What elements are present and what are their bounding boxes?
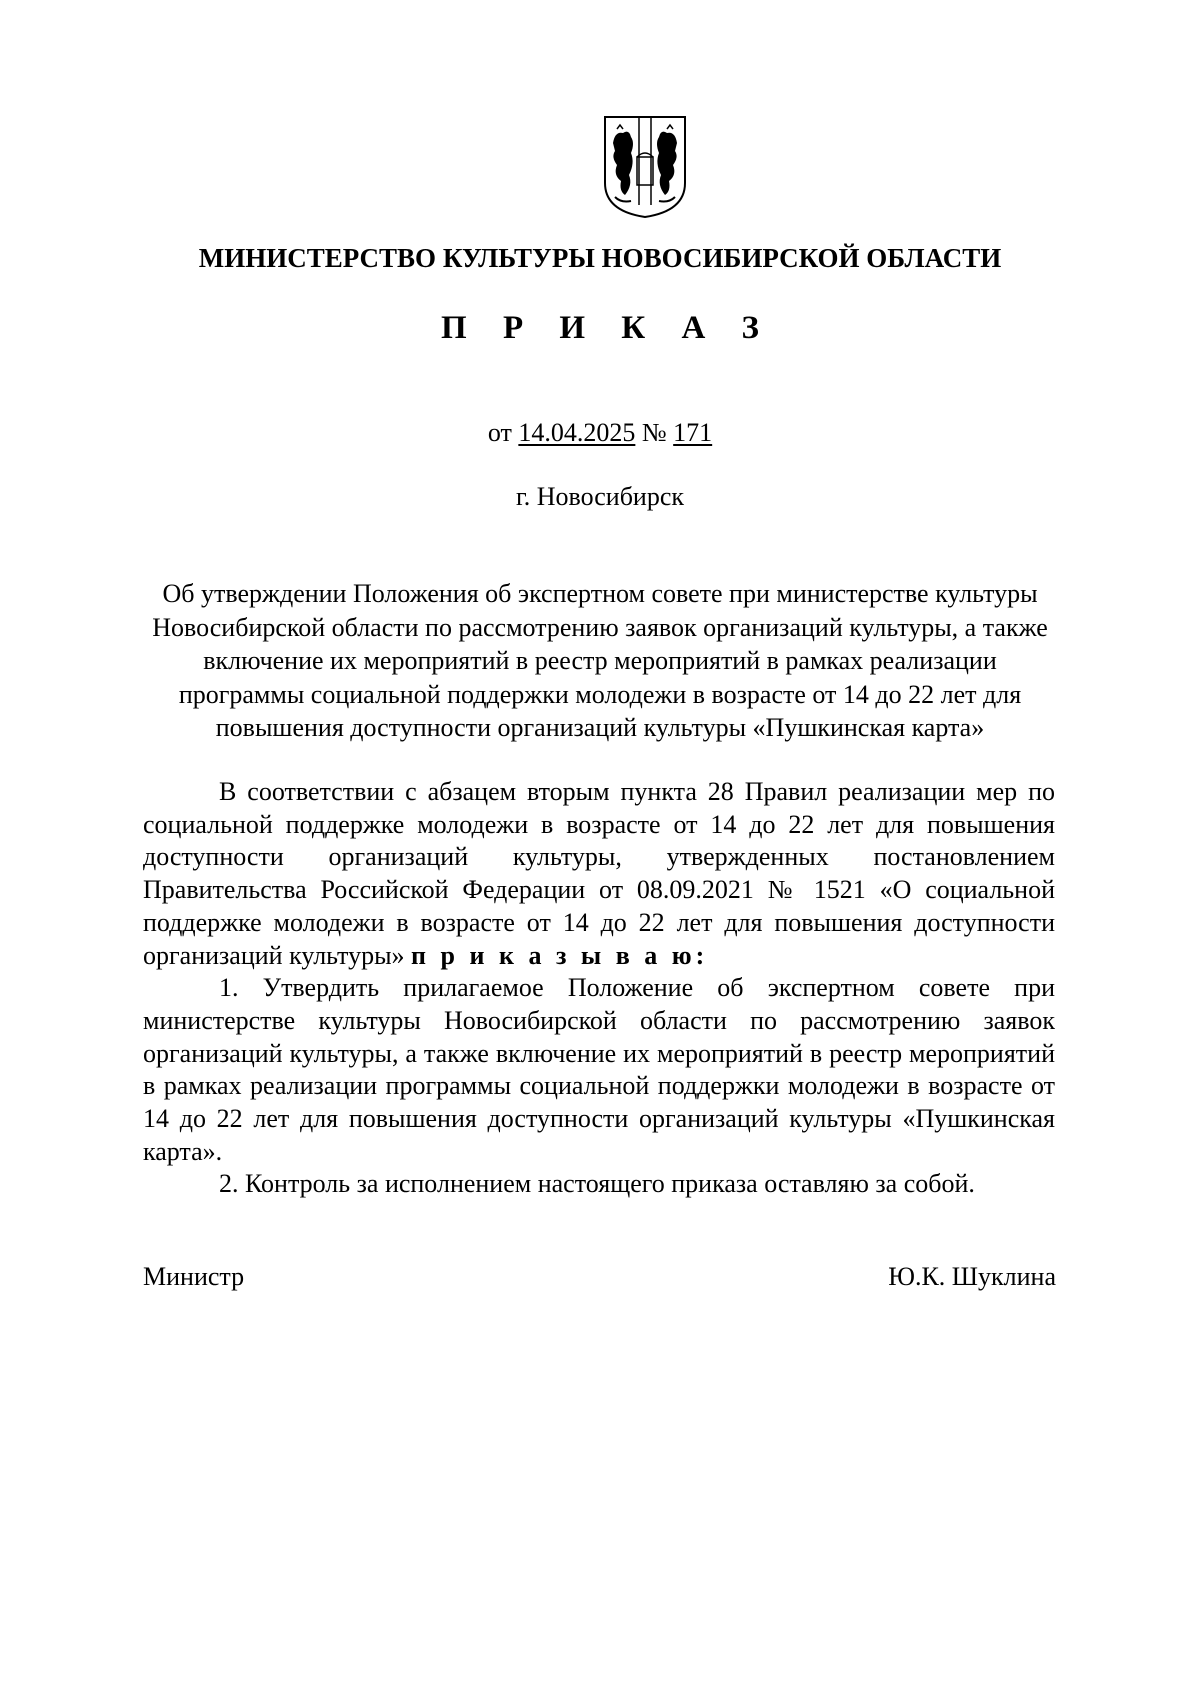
order-item-2: 2. Контроль за исполнением настоящего приказа оставляю за собой. xyxy=(219,1169,975,1199)
ministry-name: МИНИСТЕРСТВО КУЛЬТУРЫ НОВОСИБИРСКОЙ ОБЛАСТИ xyxy=(198,243,1002,273)
subject-line: Новосибирской области по рассмотрению заявок организаций культуры, а также xyxy=(152,612,1048,642)
order-body xyxy=(143,776,1055,1201)
signatory-position: Министр xyxy=(143,1262,245,1291)
order-subject xyxy=(140,577,1060,745)
order-date: 14.04.2025 xyxy=(518,418,636,447)
subject-line: повышения доступности организаций культуры «Пушкинская карта» xyxy=(215,713,985,742)
date-prefix: от xyxy=(487,418,512,447)
document-type-title: П Р И К А З xyxy=(441,310,773,346)
coat-of-arms-novosibirsk-icon xyxy=(601,113,689,221)
subject-line: включение их мероприятий в реестр мероприятий в рамках реализации xyxy=(203,646,997,675)
subject-line: Об утверждении Положения об экспертном совете при министерстве культуры xyxy=(162,579,1038,608)
number-sign: № xyxy=(641,418,667,447)
date-number-line xyxy=(0,418,1200,448)
preamble-text: В соответствии с абзацем вторым пункта 28 Правил реализации мер по социальной поддержке молодежи в возрасте от 14 до 22 лет для повышения доступности организаций культуры, утвержденных постановлением Правительства Российской Федерации от 08.09.2021 № 1521 «О социальной поддержке молодежи в возрасте от 14 до 22 лет для повышения доступности организаций культуры» xyxy=(143,777,1055,970)
order-number: 171 xyxy=(673,418,713,447)
order-word: п р и к а з ы в а ю: xyxy=(411,940,709,970)
order-item-1: 1. Утвердить прилагаемое Положение об экспертном совете при министерстве культуры Новосибирской области по рассмотрению заявок организаций культуры, а также включение их мероприятий в реестр мероприятий в рамках реализации программы социальной поддержки молодежи в возрасте от 14 до 22 лет для повышения доступности организаций культуры «Пушкинская карта». xyxy=(143,973,1055,1166)
signatory-name: Ю.К. Шуклина xyxy=(888,1262,1056,1291)
subject-line: программы социальной поддержки молодежи в возрасте от 14 до 22 лет для xyxy=(178,679,1022,709)
city-line: г. Новосибирск xyxy=(515,482,685,511)
preamble-paragraph xyxy=(143,776,1055,972)
